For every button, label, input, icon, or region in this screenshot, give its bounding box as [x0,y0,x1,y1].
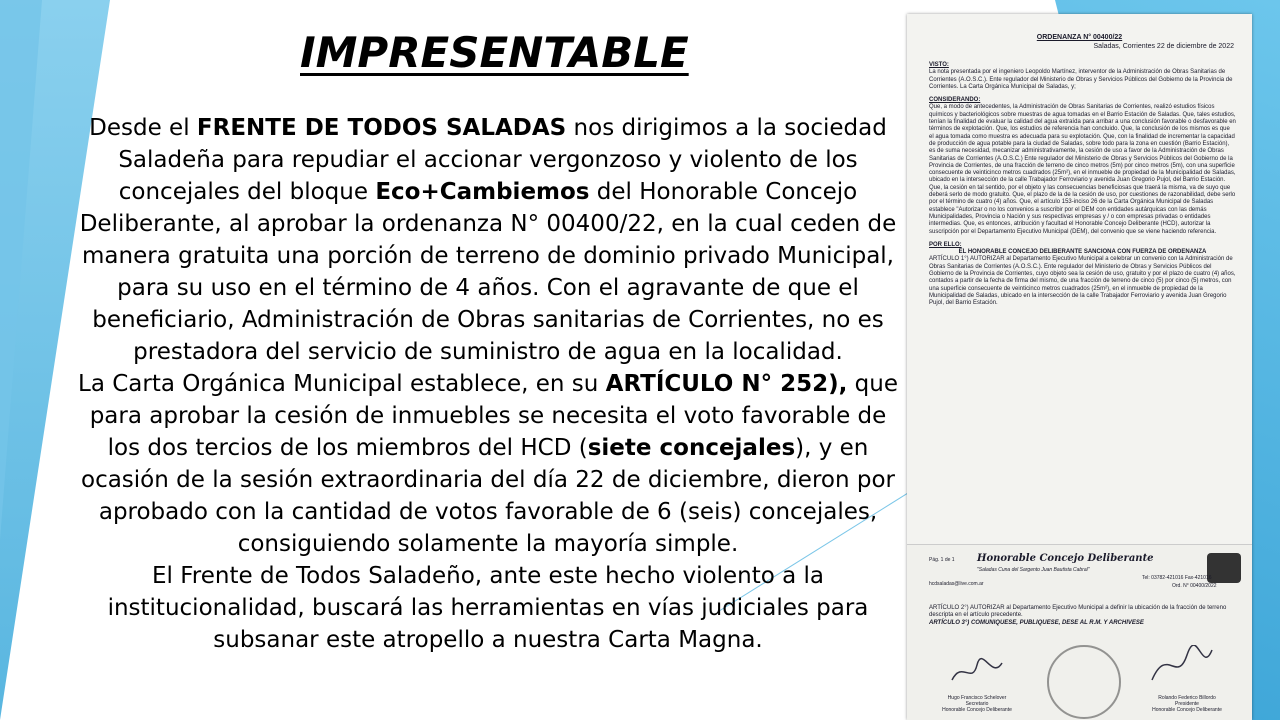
p2-text-3: ), y en ocasión de la sesión extraordinaria del día 22 de diciembre, dieron por aprobado con la cantidad de votos favorable de 6 (seis) concejales, consiguiendo solamente la mayoría simple. [81,435,895,557]
p1-text-2: nos dirigimos a la sociedad Saladeña para repudiar el accionar vergonzoso y violento de los concejales del bloque [118,115,887,205]
p2-bold-2: siete concejales [587,435,796,461]
p2-bold-1: ARTÍCULO N° 252), [605,371,848,397]
paragraph-2 [72,368,904,560]
document-page-footer [907,544,1252,720]
por-ello-label: POR ELLO: [929,241,962,248]
signature-1-icon [947,655,1007,685]
considerando-label: CONSIDERANDO: [929,97,981,104]
letterhead-email: hcdsaladas@live.com.ar [929,581,984,587]
signature-1-block [927,695,1027,713]
paragraph-1 [72,112,904,368]
municipal-crest-icon [1207,553,1241,583]
por-ello-section [907,242,1252,308]
articulo-2: ARTÍCULO 2°) AUTORIZAR al Departamento Ejecutivo Municipal a definir la ubicación de la fracción de terreno descripta en el artículo precedente. [929,605,1227,619]
articles-2-3 [907,605,1252,627]
visto-text: La nota presentada por el ingeniero Leopoldo Martínez, interventor de la Administración de Obras Sanitarias de Corrientes (A.O.S.C.). Ente regulador del Ministerio de Obras y Servicios Públicos del Gobierno de la Provincia de Corrientes. La Carta Orgánica Municipal de Saladas, y; [929,69,1233,90]
sig1-org: Honorable Concejo Deliberante [942,707,1012,713]
articulo-3: ARTÍCULO 3°) COMUNIQUESE, PUBLIQUESE, DESE AL R.M. Y ARCHIVESE [929,619,1144,626]
p2-text-1: La Carta Orgánica Municipal establece, en su [78,371,606,397]
visto-section [907,62,1252,91]
considerando-text: Que, a modo de antecedentes, la Administración de Obras Sanitarias de Corrientes, realizó estudios físicos químicos y bacteriológicos sobre muestras de agua tomadas en el Barrio Estación de Saladas. Que, tales estudios, tenían la finalidad de evaluar la calidad del agua extraída para arribar a una conclusión favorable o desfavorable en términos de explotación. Que, los estudios de referencia han concluido. Que, la conclusión de los mismos es que el agua tomada como muestra es adecuada para su explotación. Que, con la finalidad de incrementar la capacidad de producción de agua potable para la ciudad de Saladas, sobre todo para la zona en cuestión (Barrio Estación), es de suma necesidad, mecanizar administrativamente, la cesión de uso a favor de la Administración de Obras Sanitarias de Corrientes (A.O.S.C.) Ente regulador del Ministerio de Obras y Servicios Públicos del Gobierno de la Provincia de Corrientes, de una fracción de terreno de cinco metros (5m) por cinco metros (5m), con una superficie consecuente de veinticinco metros cuadrados (25m²), en el inmueble de propiedad de la Municipalidad de Saladas, ubicado en la intersección de la calle Trabajador Ferroviario y avenida Juan Gregorio Pujol, del Barrio Estación. Que, la cesión en tal sentido, por el objeto y las consecuencias beneficiosas que traerá la misma, va de suyo que deberá serlo de modo gratuito. Que, el plazo de la de la cesión de uso, por cuestiones de razonabilidad, debe serlo por el término de cuatro (4) años. Que, el artículo 153-inciso 26 de la Carta Orgánica Municipal de Saladas establece "Autorizar o no los convenios a suscribir por el DEM con entidades autárquicas con las demás Municipalidades, Provincia o Nación y sus respectivas empresas y / o con empresas privadas o entidades intermedias. Que, es entonces, atribución y facultad el Honorable Concejo Deliberante (HCD), autorizar la suscripción por el Departamento Ejecutivo Municipal (DEM), del convenio que se viene haciendo referencia. [929,104,1236,235]
ordinance-date: Saladas, Corrientes 22 de diciembre de 2022 [1093,43,1234,50]
sig2-org: Honorable Concejo Deliberante [1152,707,1222,713]
visto-label: VISTO: [929,62,949,68]
ordinance-document-image [907,14,1252,720]
letterhead-title: Honorable Concejo Deliberante [977,553,1154,564]
sig2-role: Presidente [1175,701,1199,707]
p1-bold-1: FRENTE DE TODOS SALADAS [196,115,567,141]
p2-text-2: que para aprobar la cesión de inmuebles se necesita el voto favorable de los dos tercios de los miembros del HCD ( [89,371,898,461]
page-title: IMPRESENTABLE [300,28,689,77]
p1-text-1: Desde el [89,115,197,141]
p1-text-3: del Honorable Concejo Deliberante, al aprobar la ordenanza N° 00400/22, en la cual ceden de manera gratuita una porción de terreno de dominio privado Municipal, para su uso en el término de 4 años. Con el agravante de que el beneficiario, Administración de Obras sanitarias de Corrientes, no es prestadora del servicio de suministro de agua en la localidad. [79,179,897,365]
letterhead-subtitle: "Saladas Cuna del Sargento Juan Bautista Cabral" [977,567,1090,573]
articulo-1: ARTÍCULO 1°) AUTORIZAR al Departamento Ejecutivo Municipal a celebrar un convenio con la Administración de Obras Sanitarias de Corrientes (A.O.S.C.). Ente regulador del Ministerio de Obras y Servicios Públicos del Gobierno de la Provincia de Corrientes, cuyo objeto sea la cesión de uso, gratuito y por el plazo de cuatro (4) años, contados a partir de la fecha de firma del mismo, de una fracción de terreno de cinco (5) por cinco (5) metros, con una superficie consecuente de veinticinco metros cuadrados (25m²), en el inmueble de propiedad de la Municipalidad de Saladas, ubicado en la intersección de la calle Trabajador Ferroviario y avenida Juan Gregorio Pujol, del Barrio Estación. [929,256,1236,307]
ordinance-header: ORDENANZA N° 00400/22 [1036,34,1123,41]
signature-2-block [1132,695,1242,713]
sig1-name: Hugo Francisco Schelover [947,695,1007,701]
sig1-role: Secretario [965,701,989,707]
letterhead-ord: Ord. N° 00400/2022 [1172,583,1217,589]
page-number: Pág. 1 de 1 [929,557,955,563]
signature-2-icon [1147,645,1217,685]
p1-bold-2: Eco+Cambiemos [375,179,590,205]
sig2-name: Rolando Federico Billordo [1158,695,1216,701]
statement-text [72,112,904,656]
paragraph-3: El Frente de Todos Saladeño, ante este hecho violento a la institucionalidad, buscará las herramientas en vías judiciales para subsanar este atropello a nuestra Carta Magna. [107,563,869,653]
letterhead-phone: Tel: 03782-421016 Fax-421016 [1142,575,1212,581]
sanciona-text: EL HONORABLE CONCEJO DELIBERANTE SANCIONA CON FUERZA DE ORDENANZA [958,249,1207,256]
considerando-section [907,97,1252,236]
council-seal-icon [1047,645,1121,719]
